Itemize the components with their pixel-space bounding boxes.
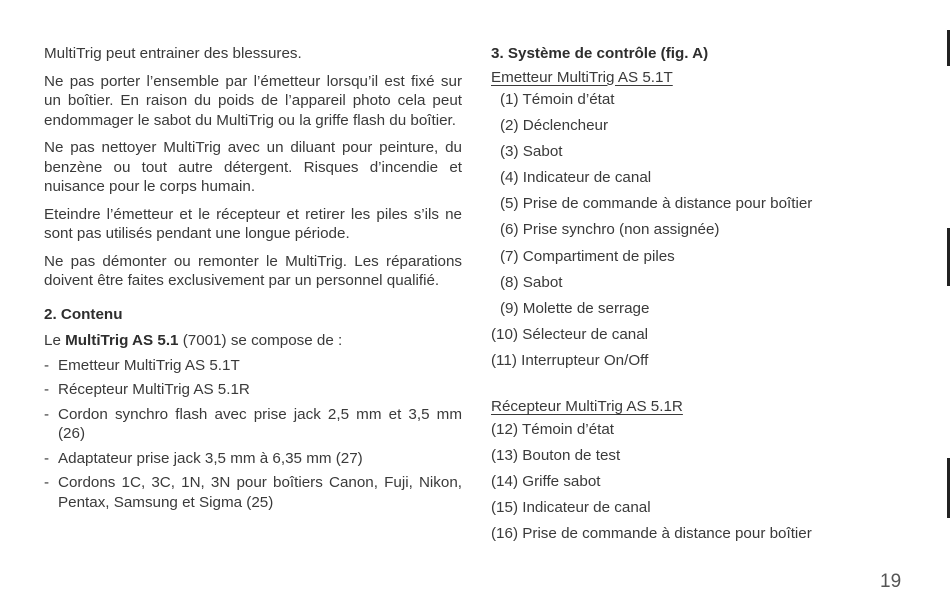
list-item: - Cordons 1C, 3C, 1N, 3N pour boîtiers Canon, Fuji, Nikon, Pentax, Samsung et Sigma (25) xyxy=(44,473,462,512)
transmitter-subtitle: Emetteur MultiTrig AS 5.1T xyxy=(491,68,673,86)
item-label: Sabot xyxy=(522,273,563,291)
safety-paragraph: Ne pas nettoyer MultiTrig avec un diluant pour peinture, du benzène ou tout autre détergent. Risques d’incendie et nuisance pour le corps humain. xyxy=(44,139,462,195)
list-item xyxy=(491,247,911,267)
item-label: Sabot xyxy=(522,143,563,161)
item-number: (5) xyxy=(500,195,519,213)
contents-heading: 2. Contenu xyxy=(44,305,123,323)
item-label: Bouton de test xyxy=(522,446,621,464)
list-item: - Cordon synchro flash avec prise jack 2,5 mm et 3,5 mm (26) xyxy=(44,405,462,444)
receiver-parts-list xyxy=(491,420,911,544)
list-item xyxy=(491,446,911,466)
item-number: (6) xyxy=(500,221,519,239)
item-number: (14) xyxy=(491,472,519,490)
list-item xyxy=(491,325,911,345)
item-label: Sélecteur de canal xyxy=(522,325,649,343)
right-column xyxy=(491,44,911,550)
item-label: Molette de serrage xyxy=(522,299,650,317)
item-number: (1) xyxy=(500,91,519,108)
safety-paragraph: Ne pas démonter ou remonter le MultiTrig. Les réparations doivent être faites exclusivement par un personnel qualifié. xyxy=(44,252,462,289)
list-item xyxy=(491,472,911,492)
intro-suffix: (7001) se compose de : xyxy=(178,332,343,349)
item-number: (9) xyxy=(500,299,519,317)
item-label: Indicateur de canal xyxy=(522,169,652,187)
list-item xyxy=(491,498,911,518)
item-number: (8) xyxy=(500,273,519,291)
item-number: (2) xyxy=(500,117,519,135)
product-name: MultiTrig AS 5.1 xyxy=(65,332,179,349)
item-number: (12) xyxy=(491,420,519,438)
transmitter-parts-list xyxy=(491,90,911,370)
item-label: Prise de commande à distance pour boîtier xyxy=(522,195,813,213)
safety-paragraph: Ne pas porter l’ensemble par l’émetteur lorsqu’il est fixé sur un boîtier. En raison du poids de l’appareil photo cela peut endommager le sabot du MultiTrig ou la griffe flash du boîtier. xyxy=(44,72,462,129)
list-item: - Emetteur MultiTrig AS 5.1T xyxy=(44,356,462,376)
list-item xyxy=(491,524,911,544)
list-item: - Adaptateur prise jack 3,5 mm à 6,35 mm (27) xyxy=(44,449,462,469)
contents-list xyxy=(44,356,462,513)
item-label: Compartiment de piles xyxy=(522,247,675,265)
item-label: Témoin d’état xyxy=(522,91,615,108)
item-number: (13) xyxy=(491,446,519,464)
contents-intro xyxy=(44,331,462,351)
list-item xyxy=(491,420,911,440)
item-number: (3) xyxy=(500,143,519,161)
list-item xyxy=(491,299,911,319)
item-label: Déclencheur xyxy=(522,117,609,135)
item-label: Prise de commande à distance pour boîtier xyxy=(522,524,812,542)
list-item xyxy=(491,273,911,293)
item-number: (15) xyxy=(491,498,519,516)
list-item xyxy=(491,351,911,371)
safety-paragraph: MultiTrig peut entrainer des blessures. xyxy=(44,45,302,62)
item-label: Griffe sabot xyxy=(522,472,601,490)
item-number: (10) xyxy=(491,325,519,343)
item-number: (4) xyxy=(500,169,519,187)
list-item xyxy=(491,142,911,162)
item-label: Interrupteur On/Off xyxy=(521,351,649,369)
item-label: Témoin d’état xyxy=(521,420,614,438)
page-number: 19 xyxy=(880,571,902,592)
list-item xyxy=(491,168,911,188)
receiver-subtitle: Récepteur MultiTrig AS 5.1R xyxy=(491,398,683,416)
list-item xyxy=(491,194,911,214)
list-item: - Récepteur MultiTrig AS 5.1R xyxy=(44,380,462,400)
list-item xyxy=(491,116,911,136)
item-number: (7) xyxy=(500,247,519,265)
intro-prefix: Le xyxy=(44,332,66,349)
item-number: (11) xyxy=(491,351,517,369)
list-item xyxy=(491,220,911,240)
left-column xyxy=(44,44,462,517)
list-item xyxy=(491,90,911,110)
safety-paragraph: Eteindre l’émetteur et le récepteur et retirer les piles s’ils ne sont pas utilisés pendant une longue période. xyxy=(44,205,462,242)
item-number: (16) xyxy=(491,524,519,542)
item-label: Indicateur de canal xyxy=(522,498,651,516)
item-label: Prise synchro (non assignée) xyxy=(522,221,720,239)
control-system-heading: 3. Système de contrôle (fig. A) xyxy=(491,45,709,62)
